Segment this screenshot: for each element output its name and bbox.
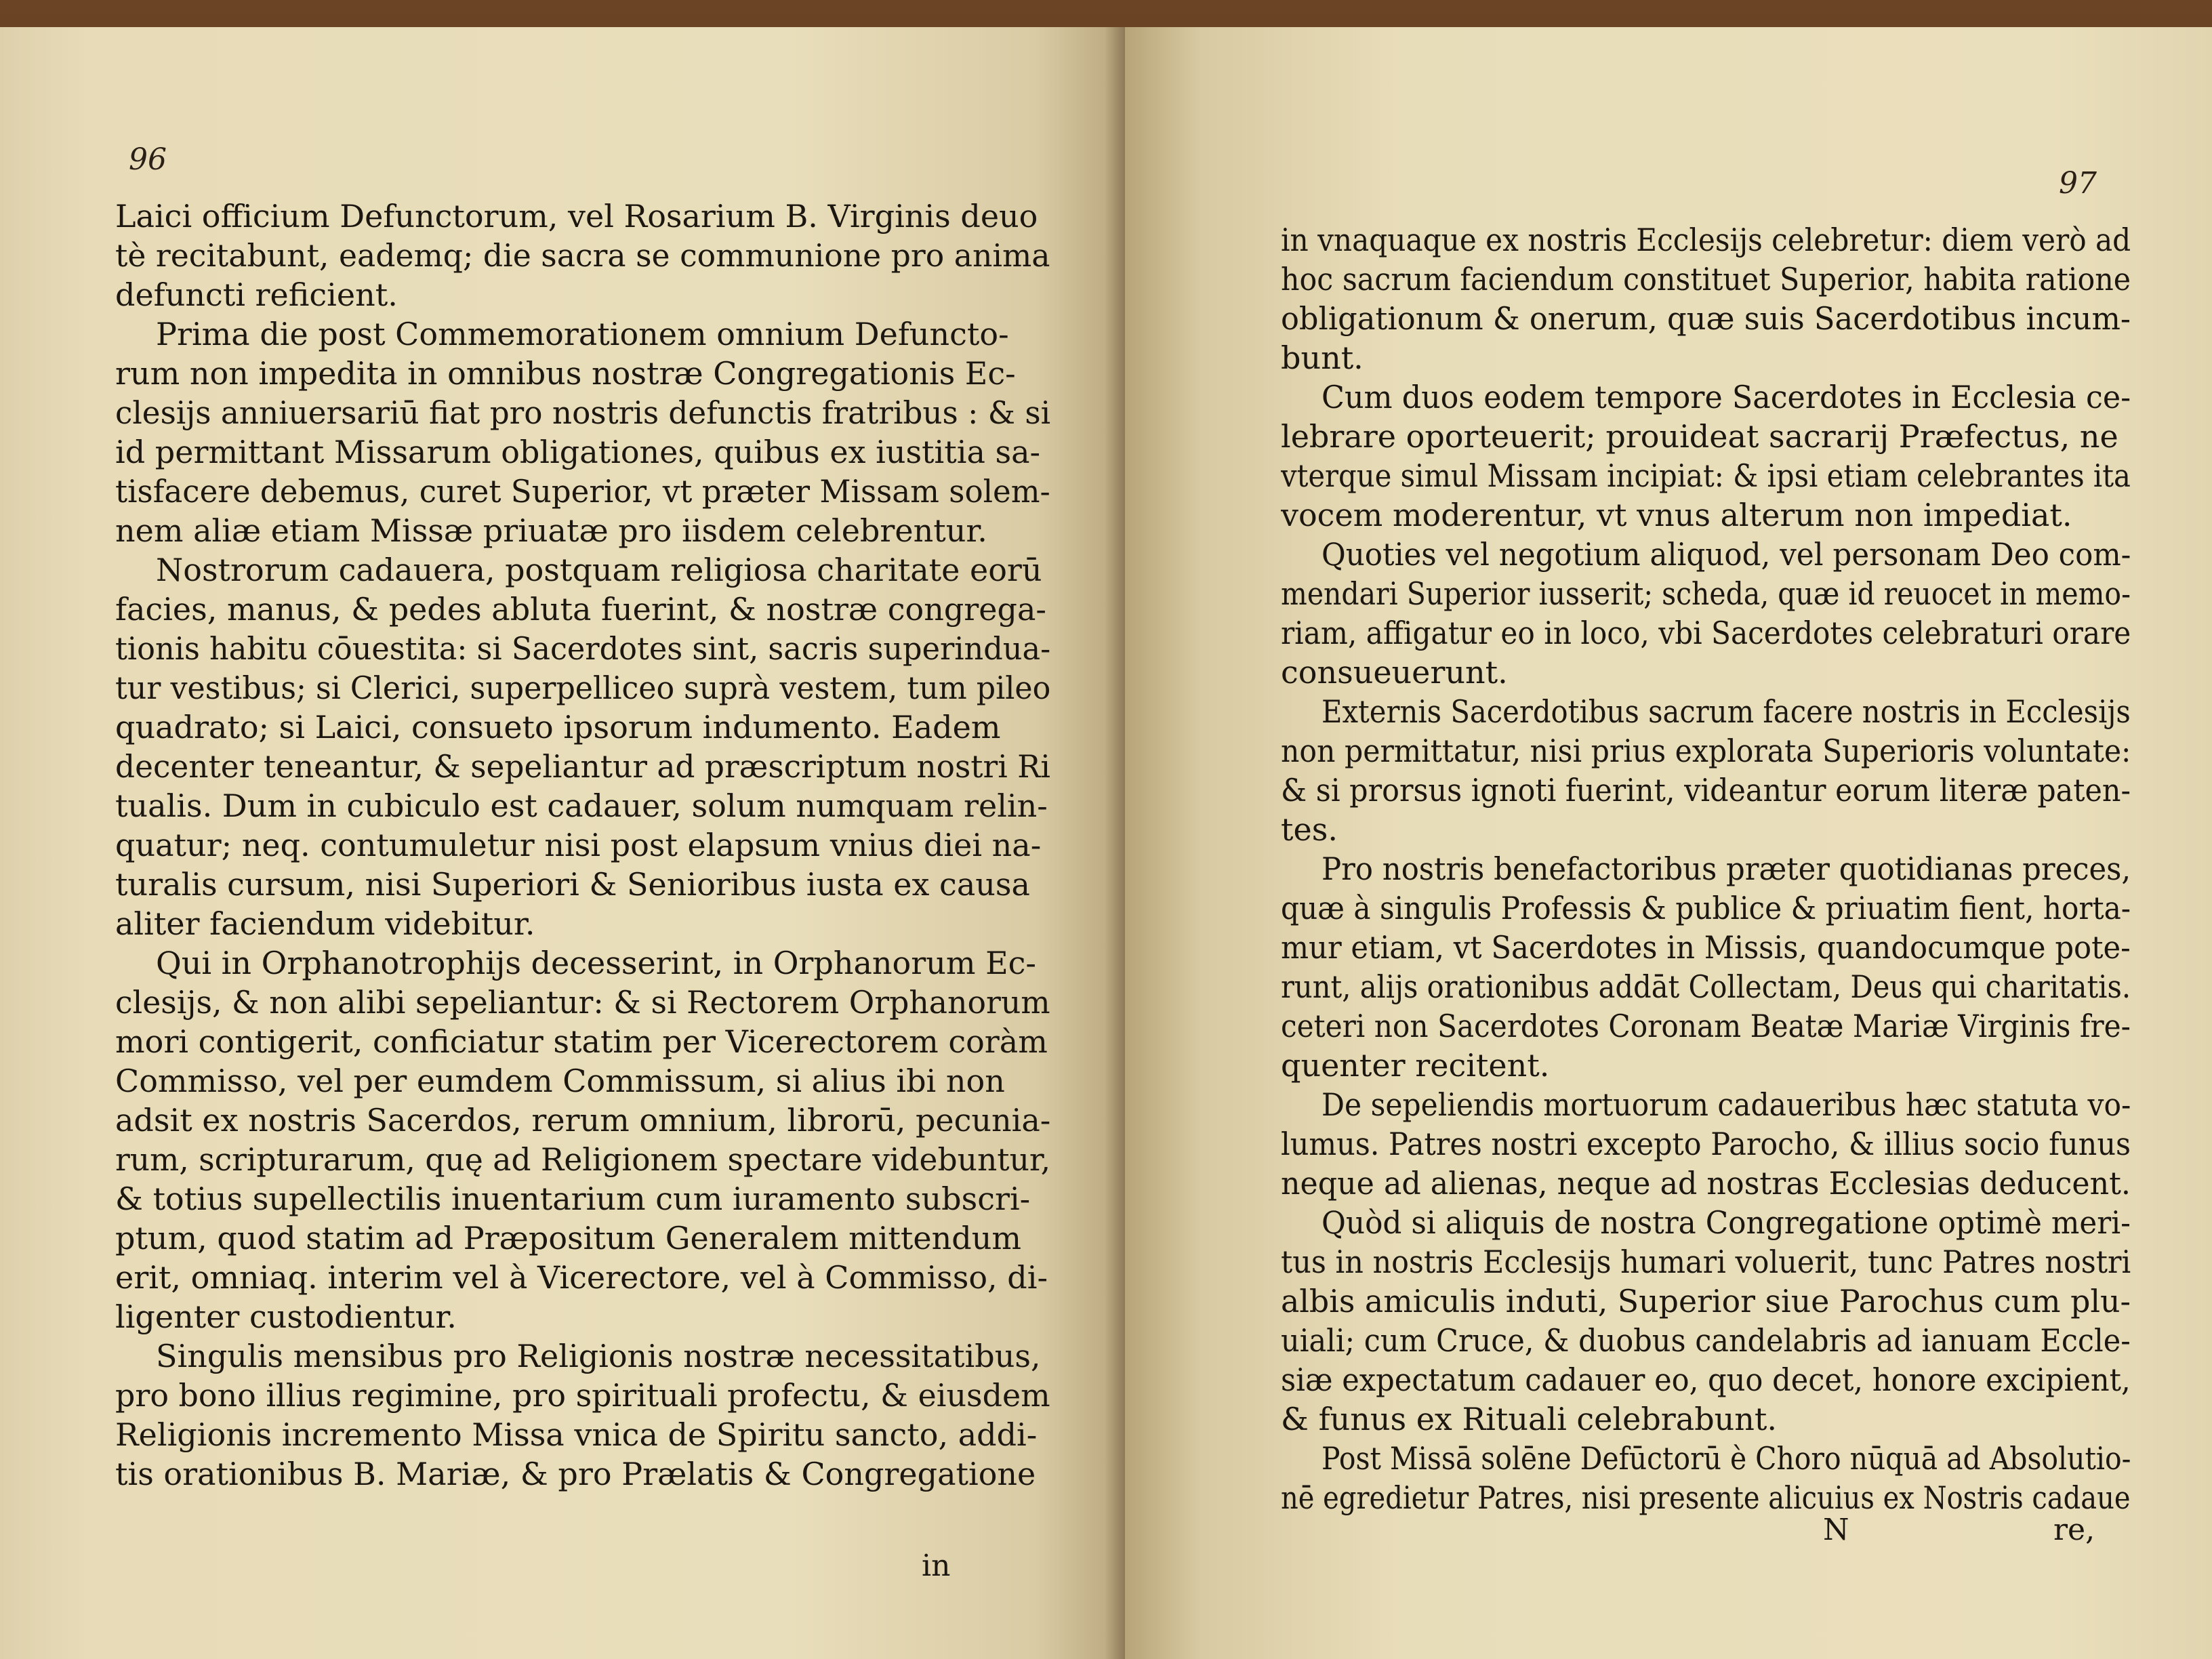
text-line: pro bono illius regimine, pro spirituali profectu, & eiusdem [115,1377,1050,1414]
text-line: uiali; cum Cruce, & duobus candelabris ad ianuam Eccle- [1281,1322,2131,1359]
text-line: & si prorsus ignoti fuerint, videantur eorum literæ paten- [1281,772,2131,808]
text-line: defuncti reficient. [115,276,398,313]
text-line: rum non impedita in omnibus nostræ Congregationis Ec- [115,355,1016,392]
text-line: tisfacere debemus, curet Superior, vt præter Missam solem- [115,473,1050,510]
text-line: runt, alijs orationibus addāt Collectam, Deus qui charitatis. [1281,968,2131,1005]
text-line: hoc sacrum faciendum constituet Superior, habita ratione [1281,261,2131,298]
text-line: & funus ex Rituali celebrabunt. [1281,1401,1778,1437]
text-line: Singulis mensibus pro Religionis nostræ necessitatibus, [156,1338,1041,1374]
text-line: facies, manus, & pedes abluta fuerint, & nostræ congrega- [115,591,1046,628]
right-page-text [1281,220,2131,1517]
text-line: aliter faciendum videbitur. [115,905,535,942]
text-line: quatur; neq. contumuletur nisi post elapsum vnius diei na- [115,827,1042,863]
text-line: ceteri non Sacerdotes Coronam Beatæ Mariæ Virginis fre- [1281,1008,2131,1044]
text-line: Post Missā solēne Defūctorū è Choro nūquā ad Absolutio- [1322,1440,2131,1477]
catchword: in [922,1549,951,1583]
text-line: nē egredietur Patres, nisi presente alicuius ex Nostris cadaue [1281,1479,2131,1516]
text-line: Laici officium Defunctorum, vel Rosarium B. Virginis deuo [115,198,1038,234]
page-number: 97 [2059,166,2097,201]
text-line: riam, affigatur eo in loco, vbi Sacerdotes celebraturi orare [1281,615,2131,651]
text-line: siæ expectatum cadauer eo, quo decet, honore excipient, [1281,1361,2131,1398]
text-line: tionis habitu cōuestita: si Sacerdotes sint, sacris superindua- [115,630,1050,667]
text-line: tur vestibus; si Clerici, superpelliceo suprà vestem, tum pileo [115,670,1050,706]
text-line: tualis. Dum in cubiculo est cadauer, solum numquam relin- [115,787,1048,824]
text-line: consueuerunt. [1281,654,1508,691]
text-line: erit, omniaq. interim vel à Vicerectore, vel à Commisso, di- [115,1259,1048,1296]
text-line: lumus. Patres nostri excepto Parocho, & illius socio funus [1281,1126,2131,1162]
text-line: mur etiam, vt Sacerdotes in Missis, quandocumque pote- [1281,929,2131,966]
page-number: 96 [129,142,167,177]
text-line: tis orationibus B. Mariæ, & pro Prælatis & Congregatione [115,1456,1036,1492]
text-line: Quòd si aliquis de nostra Congregatione optimè meri- [1322,1204,2131,1241]
text-line: ptum, quod statim ad Præpositum Generalem mittendum [115,1220,1021,1256]
text-line: obligationum & onerum, quæ suis Sacerdotibus incum- [1281,300,2131,337]
text-line: Quoties vel negotium aliquod, vel personam Deo com- [1322,536,2131,573]
signature-mark: N [1823,1513,1849,1547]
text-line: nem aliæ etiam Missæ priuatæ pro iisdem celebrentur. [115,512,987,549]
text-line: non permittatur, nisi prius explorata Superioris voluntate: [1281,733,2131,769]
text-line: id permittant Missarum obligationes, quibus ex iustitia sa- [115,434,1041,470]
text-line: Pro nostris benefactoribus præter quotidianas preces, [1322,851,2131,887]
text-line: Religionis incremento Missa vnica de Spiritu sancto, addi- [115,1416,1038,1453]
text-line: neque ad alienas, neque ad nostras Ecclesias deducent. [1281,1165,2131,1202]
text-line: Prima die post Commemorationem omnium Defuncto- [156,316,1009,352]
text-line: in vnaquaque ex nostris Ecclesijs celebretur: diem verò ad [1281,222,2131,258]
text-line: & totius supellectilis inuentarium cum iuramento subscri- [115,1181,1031,1217]
text-line: Nostrorum cadauera, postquam religiosa charitate eorū [156,552,1042,588]
text-line: quæ à singulis Professis & publice & priuatim fient, horta- [1281,890,2131,926]
open-book [0,27,2212,1659]
text-line: vocem moderentur, vt vnus alterum non impediat. [1281,497,2072,533]
text-line: clesijs, & non alibi sepeliantur: & si Rectorem Orphanorum [115,984,1050,1021]
text-line: tes. [1281,811,1338,848]
text-line: quadrato; si Laici, consueto ipsorum indumento. Eadem [115,709,1001,745]
text-line: De sepeliendis mortuorum cadaueribus hæc statuta vo- [1322,1086,2131,1123]
text-line: turalis cursum, nisi Superiori & Senioribus iusta ex causa [115,866,1030,903]
left-page [0,27,1125,1659]
text-line: Externis Sacerdotibus sacrum facere nostris in Ecclesijs [1322,693,2131,730]
text-line: mendari Superior iusserit; scheda, quæ id reuocet in memo- [1281,575,2131,612]
text-line: lebrare oporteuerit; prouideat sacrarij Præfectus, ne [1281,418,2118,455]
text-line: Commisso, vel per eumdem Commissum, si alius ibi non [115,1063,1005,1099]
text-line: tè recitabunt, eademq; die sacra se communione pro anima [115,237,1050,274]
text-line: vterque simul Missam incipiat: & ipsi etiam celebrantes ita [1281,457,2131,494]
text-line: adsit ex nostris Sacerdos, rerum omnium, librorū, pecunia- [115,1102,1050,1139]
text-line: Qui in Orphanotrophijs decesserint, in Orphanorum Ec- [156,945,1036,981]
text-line: clesijs anniuersariū fiat pro nostris defunctis fratribus : & si [115,394,1050,431]
text-line: quenter recitent. [1281,1047,1550,1084]
text-line: ligenter custodientur. [115,1298,457,1335]
right-page [1125,27,2212,1659]
text-line: decenter teneantur, & sepeliantur ad præscriptum nostri Ri [115,748,1050,785]
left-page-text [115,197,1050,1494]
text-line: albis amiculis induti, Superior siue Parochus cum plu- [1281,1283,2131,1319]
text-line: bunt. [1281,340,1364,376]
text-line: mori contigerit, conficiatur statim per Vicerectorem coràm [115,1023,1048,1060]
catchword: re, [2053,1513,2095,1547]
text-line: tus in nostris Ecclesijs humari voluerit, tunc Patres nostri [1281,1244,2131,1280]
text-line: rum, scripturarum, quę ad Religionem spectare videbuntur, [115,1141,1050,1178]
text-line: Cum duos eodem tempore Sacerdotes in Ecclesia ce- [1322,379,2131,415]
